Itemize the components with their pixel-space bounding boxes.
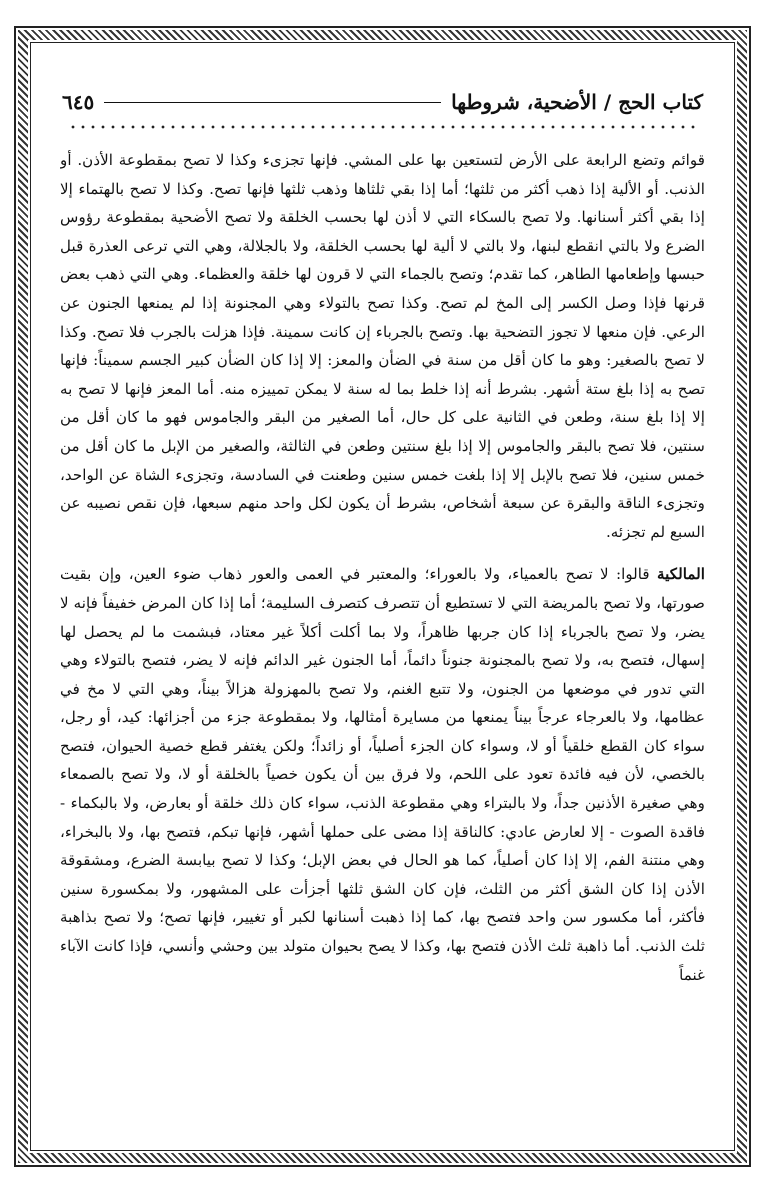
running-header — [62, 84, 703, 120]
header-rule — [104, 102, 441, 103]
chapter-title: كتاب الحج / الأضحية، شروطها — [451, 90, 703, 114]
main-text — [60, 146, 705, 1145]
school-heading-maliki: المالكية — [657, 565, 705, 584]
paragraph-maliki-text: قالوا: لا تصح بالعمياء، ولا بالعوراء؛ والمعتبر في العمى والعور ذهاب ضوء العين، وإن بقيت صورتها، ولا تصح بالمريضة التي لا تستطيع أن تتصرف كتصرف السليمة؛ أما إذا كان المرض خفيفاً فإنه لا يضر، ولا تصح بالجرباء إذا كان جربها ظاهراً، ولا بما أكلت أكلاً غير معتاد، فبشمت ما لم يحصل لها إسهال، فتصح به، ولا تصح بالمجنونة جنوناً دائماً، أما الجنون غير الدائم فإنه لا يضر، فتصح بالتولاء وهي التي تدور في موضعها من الجنون، ولا تتبع الغنم، ولا تصح بالمهزولة هزالاً بيناً، وهي التي لا مخ في عظامها، ولا بالعرجاء عرجاً بيناً يمنعها من مسايرة أمثالها، ولا بمقطوعة جزء من أجزائها: كيد، أو رجل، سواء كان القطع خلقياً أو لا، وسواء كان الجزء أصلياً، أو زائداً؛ ولكن يغتفر قطع خصية الحيوان، فتصح بالخصي، لأن فيه فائدة تعود على اللحم، ولا فرق بين أن يكون خصياً بالخلقة أو لا، ولا تصح بالصمعاء وهي صغيرة الأذنين جداً، ولا بالبتراء وهي مقطوعة الذنب، سواء كان ذلك خلقة أو بعارض، ولا بالبكماء - فاقدة الصوت - إلا لعارض عادي: كالناقة إذا مضى على حملها أشهر، فإنها تبكم، فتصح بها، ولا بالبخراء، وهي منتنة الفم، إلا إذا كان أصلياً، كما هو الحال في بعض الإبل؛ وكذا لا تصح بيابسة الضرع، ومشقوقة الأذن إذا كان الشق أكثر من الثلث، فإن كان الشق ثلثها أجزأت على المشهور، ولا بمكسورة سنين فأكثر، أما مكسور سن واحد فتصح بها، كما إذا ذهبت أسنانها لكبر أو تغيير، فإنها تصح؛ ولا تصح بذاهبة ثلث الذنب. أما ذاهبة ثلث الأذن فتصح بها، وكذا لا يصح بحيوان متولد بين وحشي وأنسي، فإذا كانت الآباء غنماً — [60, 565, 705, 984]
dotted-separator — [68, 124, 697, 130]
page-number: ٦٤٥ — [62, 90, 95, 114]
paragraph-hanafi-continuation: قوائم وتضع الرابعة على الأرض لتستعين بها على المشي. فإنها تجزىء وكذا لا تصح بمقطوعة الأذن. أو الذنب. أو الألية إذا ذهب أكثر من ثلثها؛ أما إذا بقي ثلثاها وذهب ثلثها فإنها تصح. وكذا لا تصح بالهتماء إلا إذا بقي أكثر أسنانها. ولا تصح بالسكاء التي لا أذن لها بحسب الخلقة ولا تصح الأضحية بمقطوعة رؤوس الضرع ولا بالتي انقطع لبنها، ولا بالتي لا ألية لها بحسب الخلقة، ولا بالجلالة، وهي التي ترعى العذرة قبل حبسها وإطعامها الطاهر، كما تقدم؛ وتصح بالجماء التي لا قرون لها خلقة والعظماء. وهي التي ذهب بعض قرنها فإذا وصل الكسر إلى المخ لم تصح. وكذا تصح بالتولاء وهي المجنونة إذا لم يمنعها الجنون عن الرعي. فإن منعها لا تجوز التضحية بها. وتصح بالجرباء إن كانت سمينة. فإذا هزلت بالجرب فلا تصح. وكذا لا تصح بالصغير: وهو ما كان أقل من سنة في الضأن والمعز: إلا إذا كان الضأن كبير الجسم سميناً: فإنها تصح به إذا بلغ ستة أشهر. بشرط أنه إذا خلط بما له سنة لا يمكن تمييزه منه. أما المعز فإنها لا تصح به إلا إذا بلغ سنة، وطعن في الثانية على كل حال، أما الصغير من البقر والجاموس فهو ما كان أقل من سنتين، فلا تصح بالبقر والجاموس إلا إذا بلغ سنتين وطعن في الثالثة، والصغير من الإبل ما كان أقل من خمس سنين، فلا تصح بالإبل إلا إذا بلغت خمس سنين وطعنت في السادسة، وتجزىء الشاة عن الواحد، وتجزىء الناقة والبقرة عن سبعة أشخاص، بشرط أن يكون لكل واحد منهم سبعها، فإن نقص نصيبه عن السبع لم تجزئه. — [60, 151, 705, 541]
paragraph-maliki — [60, 560, 705, 989]
